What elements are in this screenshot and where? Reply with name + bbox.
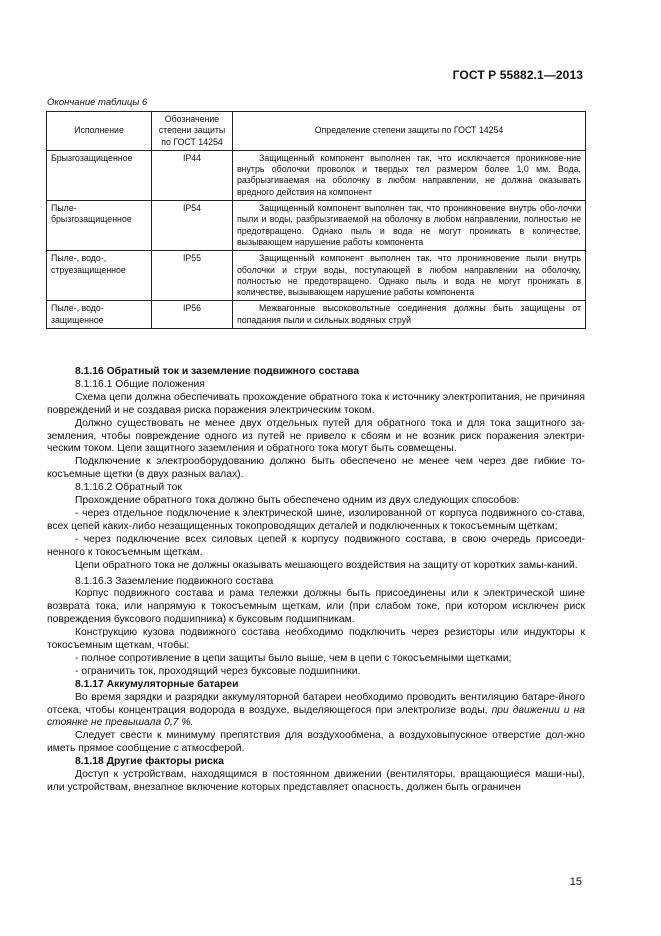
- cell-definition: Защищенный компонент выполнен так, что проникновение внутрь обо-лочки пыли и воды, разбрызгиваемой на оболочку в любом направлении, полностью не предотвращено. Однако пыль и вода не могут проникать в количестве, вызывающем нарушение работы компонента: [233, 201, 586, 251]
- cell-code: IP55: [152, 251, 233, 301]
- paragraph: [47, 692, 585, 731]
- paragraph: Подключение к электрооборудованию должно быть обеспечено не менее чем через две гибкие то-косъемные щетки (в двух разных валах).: [47, 456, 585, 481]
- subsection-heading: 8.1.16.1 Общие положения: [75, 378, 205, 390]
- subsection-heading: 8.1.16.2 Обратный ток: [75, 482, 182, 494]
- paragraph-text: Во время зарядки и разрядки аккумуляторной батареи необходимо проводить вентиляцию батаре-йного отсека, чтобы концентрация водорода в воздухе, выделяющегося при электролизе воды,: [47, 691, 585, 716]
- paragraph: Цепи обратного тока не должны оказывать мешающего воздействия на защиту от коротких замы-каний.: [75, 559, 578, 571]
- paragraph: Схема цепи должна обеспечивать прохождение обратного тока к источнику электропитания, не причиняя повреждений и не создавая риска поражения электрическим током.: [47, 391, 585, 416]
- col-header-definition: Определение степени защиты по ГОСТ 14254: [233, 112, 586, 151]
- section-heading: 8.1.16 Обратный ток и заземление подвижного состава: [75, 366, 360, 377]
- paragraph: Корпус подвижного состава и рама тележки должны быть присоединены или к электрической шине возврата тока, или напрямую к токосъемным щеткам, или (при слабом токе, при котором исключен риск повреждения буксового подшипника) к буксовым подшипникам.: [47, 588, 585, 626]
- table-caption: Окончание таблицы 6: [47, 97, 148, 108]
- cell-code: IP44: [152, 150, 233, 200]
- cell-execution: Брызгозащищенное: [47, 150, 152, 200]
- cell-definition: Межвагонные высоковольтные соединения должны быть защищены от попадания пыли и сильных водяных струй: [233, 301, 586, 329]
- section-heading: 8.1.17 Аккумуляторные батареи: [75, 678, 239, 690]
- subsection-heading: 8.1.16.3 Заземление подвижного состава: [75, 575, 274, 587]
- col-header-execution: Исполнение: [47, 112, 152, 151]
- table-row: [47, 150, 586, 200]
- list-item: - через отдельное подключение к электрической шине, изолированной от корпуса подвижного со-става, всех цепей каких-либо незащищенных токопроводящих деталей и подключенных к токосъемным щеткам;: [47, 507, 585, 532]
- cell-code: IP54: [152, 201, 233, 251]
- table-row: [47, 251, 586, 301]
- list-item: - ограничить ток, проходящий через буксовые подшипники.: [75, 665, 361, 677]
- standard-header: ГОСТ Р 55882.1—2013: [452, 68, 583, 82]
- list-item: - полное сопротивление в цепи защиты было выше, чем в цепи с токосъемными щетками;: [75, 652, 512, 664]
- page-number: 15: [569, 876, 582, 888]
- body-text: [47, 366, 585, 795]
- paragraph: Доступ к устройствам, находящимся в постоянном движении (вентиляторы, вращающиеся маши-ны), или устройствам, внезапное включение которых представляет опасность, должен быть ограничен: [47, 769, 585, 793]
- col-header-code: Обозначение степени защиты по ГОСТ 14254: [152, 112, 233, 151]
- paragraph: Следует свести к минимуму препятствия для воздухообмена, а воздуховыпускное отверстие дол-жно иметь прямое сообщение с атмосферой.: [47, 730, 585, 755]
- cell-execution: Пыле-, водо-, струезащищенное: [47, 251, 152, 301]
- paragraph: Прохождение обратного тока должно быть обеспечено одним из двух следующих способов:: [75, 495, 520, 507]
- paragraph: Должно существовать не менее двух отдельных путей для обратного тока и для тока защитного за-земления, чтобы повреждение одного из путей не привело к сбоям и не возник риск поражения электри-ческим током. Цепи защитного заземления и обратного тока могут быть совмещены.: [47, 417, 585, 455]
- cell-definition: Защищенный компонент выполнен так, что исключается проникнове-ние внутрь оболочки проволок и твердых тел размером более 1,0 мм. Вода, разбрызгиваемая на оболочку в любом направлении, не должна оказывать вредного действия на компонент: [233, 150, 586, 200]
- section-heading: 8.1.18 Другие факторы риска: [75, 756, 224, 768]
- cell-execution: Пыле-брызгозащищенное: [47, 201, 152, 251]
- table-row: [47, 201, 586, 251]
- list-item: - через подключение всех силовых цепей к корпусу подвижного состава, в свою очередь присоеди-ненного к токосъемным щеткам.: [47, 533, 585, 558]
- paragraph-italic: при движении и на стоянке не превышала 0,7 %.: [47, 704, 586, 729]
- paragraph: Конструкцию кузова подвижного состава необходимо подключить через резисторы или индукторы к токосъемным щеткам, чтобы:: [47, 627, 585, 652]
- cell-definition: Защищенный компонент выполнен так, что проникновение пыли внутрь оболочки и струи воды, поступающей в любом направлении на оболочку, полностью не предотвращено. Однако пыль и вода не могут проникать в количестве, вызывающем нарушение работы компонента: [233, 251, 586, 301]
- cell-execution: Пыле-, водо-защищенное: [47, 301, 152, 329]
- cell-code: IP56: [152, 301, 233, 329]
- table-header-row: [47, 112, 586, 151]
- protection-table: [46, 111, 586, 329]
- table-row: [47, 301, 586, 329]
